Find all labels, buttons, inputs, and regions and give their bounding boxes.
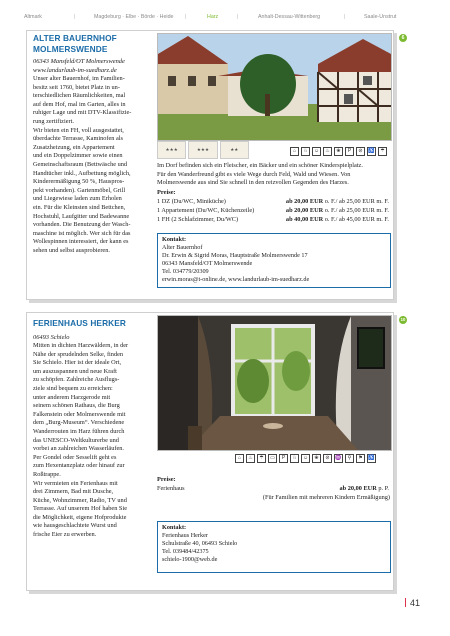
body-text-line: überdachte Terrasse, Kaminofen als	[33, 135, 124, 143]
body-text-line: unter anderem Harzgerode mit	[33, 393, 111, 401]
parking-icon: P	[345, 147, 354, 156]
hiking-icon: ⚑	[356, 454, 365, 463]
dtv-logo: ★★	[220, 141, 249, 159]
body-text-line: und ein Doppelzimmer sowie einen	[33, 152, 123, 160]
body-text-line: Kinderermäßigung 50 %, Hauspros-	[33, 178, 125, 186]
amenity-icons	[290, 147, 387, 156]
listing-description	[157, 162, 391, 188]
listing-body-text	[33, 342, 151, 540]
body-text-line: Wir bieten ein FH, voll ausgestattet,	[33, 126, 124, 134]
body-text-line: zum Hexentanzplatz oder hinauf zur	[33, 462, 125, 470]
body-text-line: Handtücher inkl., Aufbettung möglich,	[33, 169, 131, 177]
body-text-line: terschiedlichen Räumlichkeiten, mal	[33, 92, 126, 100]
body-text-line: und Liegewiese laden zum Erholen	[33, 195, 122, 203]
contact-box	[157, 521, 391, 573]
body-text-line: um auszuspannen und neue Kraft	[33, 367, 117, 375]
bed-icon: ⌂	[290, 147, 299, 156]
kitchen-icon: ♨	[246, 454, 255, 463]
nav-item-harz[interactable]: Harz	[207, 14, 219, 20]
body-text-line: dem „Burg-Museum“. Verschiedene	[33, 419, 125, 427]
nonsmoker-icon: ⊘	[356, 147, 365, 156]
body-text-line: frische Eier zu erwerben.	[33, 531, 97, 539]
price-value	[286, 198, 389, 207]
nav-separator: |	[185, 14, 187, 20]
pet-icon: ♘	[290, 454, 299, 463]
listing-body-text	[33, 75, 151, 255]
description-line: Für den Wanderfreund gibt es viele Wege durch Feld, Wald und Wiesen. Von	[157, 170, 351, 178]
listing-title	[33, 33, 117, 54]
price-value	[339, 485, 389, 494]
price-suffix: o. F./ ab 45,00 EUR m. F.	[323, 215, 389, 223]
logos-row	[157, 141, 249, 159]
family-icon: ☺	[313, 148, 320, 154]
listing-title-line: ALTER BAUERNHOF	[33, 33, 117, 43]
price-suffix: p. P.	[376, 485, 389, 492]
tv-icon: ▭	[268, 454, 277, 463]
nav-item-saale-unstrut[interactable]: Saale-Unstrut	[364, 14, 397, 20]
prices-heading: Preise:	[157, 189, 176, 196]
price-row	[157, 216, 389, 225]
price-value	[286, 216, 389, 225]
wheelchair-icon: ♿	[368, 455, 375, 461]
body-text-line: rung zertifiziert.	[33, 117, 74, 125]
nonsmoker-icon: ⊘	[323, 454, 332, 463]
parking-icon: P	[279, 454, 288, 463]
body-text-line: das UNESCO-Weltkulturerbe und	[33, 436, 119, 444]
listing-card-alter-bauernhof	[26, 30, 405, 300]
listing-location: 06493 Schielo	[33, 334, 70, 341]
nav-item-magdeburg[interactable]: Magdeburg · Elbe · Börde · Heide	[94, 14, 174, 20]
body-text-line: Gemeinschaftsraum (Bettwäsche und	[33, 160, 128, 168]
body-text-line: Sie Schielo. Hier ist der ideale Ort,	[33, 359, 122, 367]
price-amount: ab 20,00 EUR	[285, 198, 324, 205]
listing-number-badge: 10	[400, 317, 406, 322]
body-text-line: ziele sind bequem zu erreichen:	[33, 384, 113, 392]
contact-line[interactable]: schielo-1900@web.de	[162, 556, 218, 564]
nav-separator: |	[74, 14, 76, 20]
body-text-line: pekt vorhanden). Gartenmöbel, Grill	[33, 186, 126, 194]
contact-line[interactable]: erwin.moras@t-online.de, www.landurlaub-im-suedharz.de	[162, 276, 310, 284]
price-label: 1 DZ (Du/WC, Miniküche)	[157, 198, 226, 205]
body-text-line: besitz seit 1760, bietet Platz in un-	[33, 83, 120, 91]
body-text-line: Unser alter Bauernhof, im Familien-	[33, 75, 125, 82]
price-label: 1 FH (2 Schlafzimmer, Du/WC)	[157, 215, 239, 223]
listing-title: FERIENHAUS HERKER	[33, 318, 126, 328]
body-text-line: Terrasse. Auf unserem Hof haben Sie	[33, 505, 127, 513]
contact-line: Tel. 039484/42375	[162, 548, 209, 556]
price-row	[157, 485, 389, 494]
wheelchair-icon: ♿	[368, 148, 375, 154]
page-number-text: 41	[409, 598, 420, 608]
window-interior-photo	[157, 315, 392, 451]
dtv-logo: ★★★	[157, 141, 186, 159]
contact-box	[157, 233, 391, 288]
dtv-logo: ★★★	[188, 141, 217, 159]
body-text-line: zu schöpfen. Zahlreiche Ausflugs-	[33, 376, 120, 384]
body-text-line: Per Gondel oder Sesselift geht es	[33, 453, 117, 461]
price-amount: ab 40,00 EUR	[285, 215, 324, 223]
body-text-line: drei Zimmern, Bad mit Dusche,	[33, 488, 114, 496]
body-text-line: sehen und selbst ausprobieren.	[33, 246, 110, 254]
body-text-line: Roßtrappe.	[33, 470, 61, 478]
nav-separator: |	[344, 14, 346, 20]
nav-item-anhalt[interactable]: Anhalt-Dessau-Wittenberg	[258, 14, 321, 20]
body-text-line: Nähe der sprudelnden Selke, finden	[33, 350, 124, 358]
listing-card-ferienhaus-herker	[26, 312, 406, 591]
price-label: Ferienhaus	[157, 485, 185, 492]
price-table	[157, 198, 389, 224]
listing-location	[33, 57, 125, 75]
nav-item-altmark[interactable]: Altmark	[24, 14, 42, 20]
location-text: 06343 Mansfeld/OT Molmerswende	[33, 58, 125, 65]
body-text-line: wie hausgeschlachtete Wurst und	[33, 522, 117, 530]
body-text-line: ein. Für die Kleinsten sind Bettchen,	[33, 203, 126, 211]
price-row	[157, 198, 389, 207]
contact-line: 06343 Mansfeld/OT Molmerswende	[162, 260, 253, 268]
body-text-line: ruhiger Lage und mit DTV-Klassifizie-	[33, 109, 132, 117]
body-text-line: Zusatzheizung, ein Appartement	[33, 143, 115, 151]
body-text-line: Mitten in dichten Harzwäldern, in der	[33, 342, 129, 349]
nav-separator: |	[237, 14, 239, 20]
pet-icon: ♘	[301, 147, 310, 156]
family-icon: ☺	[302, 455, 309, 461]
body-text-line: Wollespinnen interessiert, der kann es	[33, 238, 129, 246]
contact-line: Dr. Erwin & Sigrid Moras, Hauptstraße Molmerswende 17	[162, 252, 308, 260]
contact-line: Ferienhaus Herker	[162, 532, 208, 540]
contact-line: Schulstraße 40, 06493 Schielo	[162, 540, 238, 548]
price-note: (Für Familien mit mehreren Kindern Ermäßigung)	[262, 494, 390, 501]
contact-line: Tel. 034779/20309	[162, 268, 209, 276]
price-value	[286, 207, 389, 216]
price-amount: ab 20,00 EUR	[285, 206, 324, 214]
body-text-line: Wanderrouten im Harz führen durch	[33, 427, 125, 435]
prices-heading: Preise:	[157, 476, 176, 483]
body-text-line: die Möglichkeit, eigene Hofprodukte	[33, 513, 127, 521]
bath-icon: ☂	[257, 454, 266, 463]
body-text-line: seinem schönen Rathaus, die Burg	[33, 402, 120, 410]
page-marker	[405, 598, 406, 607]
price-suffix: o. F./ ab 25,00 EUR m. F.	[323, 198, 389, 205]
listing-title-line: MOLMERSWENDE	[33, 43, 108, 54]
contact-heading: Kontakt:	[162, 236, 187, 243]
website-link[interactable]: www.landurlaub-im-suedharz.de	[33, 67, 117, 74]
bed-icon: ⌂	[235, 454, 244, 463]
description-line: Molmerswende aus sind Sie schnell in den reizvollen Gegenden des Harzes.	[157, 179, 349, 187]
price-suffix: o. F./ ab 25,00 EUR m. F.	[323, 206, 389, 214]
page-number	[405, 598, 420, 608]
body-text-line: auf dem Hof, mal im Garten, alles in	[33, 100, 126, 108]
body-text-line: vorbei an zahlreichen Wasserläufen.	[33, 445, 124, 453]
price-row	[157, 207, 389, 216]
body-text-line: Hochstuhl, Laufgitter und Badewanne	[33, 212, 130, 220]
price-amount: ab 20,00 EUR	[339, 485, 377, 492]
amenity-icons	[235, 454, 376, 463]
farmhouse-photo	[157, 33, 392, 141]
garden-icon: ❀	[312, 454, 321, 463]
body-text-line: vorhanden. Die Benutzung der Wasch-	[33, 221, 131, 229]
body-text-line: Wir vermieten ein Ferienhaus mit	[33, 479, 118, 487]
bike-icon: ⚲	[345, 454, 354, 463]
contact-heading: Kontakt:	[162, 524, 187, 531]
listing-number-badge: 6	[399, 34, 407, 42]
region-navigation	[0, 14, 450, 26]
contact-line: Alter Bauernhof	[162, 244, 203, 252]
body-text-line: Küche, Wohnzimmer, Radio, TV und	[33, 496, 127, 504]
kitchen-icon: ♨	[323, 147, 332, 156]
price-table	[157, 485, 389, 494]
shower-icon: ♒	[335, 455, 342, 461]
price-label: 1 Appartement (Du/WC, Küchenzeile)	[157, 206, 255, 214]
body-text-line: Falkenstein oder Molmerswende mit	[33, 410, 126, 418]
shower-icon: ☂	[378, 147, 387, 156]
description-line: Im Dorf befinden sich ein Fleischer, ein Bäcker und ein schöner Kinderspielplatz.	[157, 162, 363, 169]
garden-icon: ❀	[334, 147, 343, 156]
body-text-line: maschine ist möglich. Wer sich für das	[33, 229, 131, 237]
